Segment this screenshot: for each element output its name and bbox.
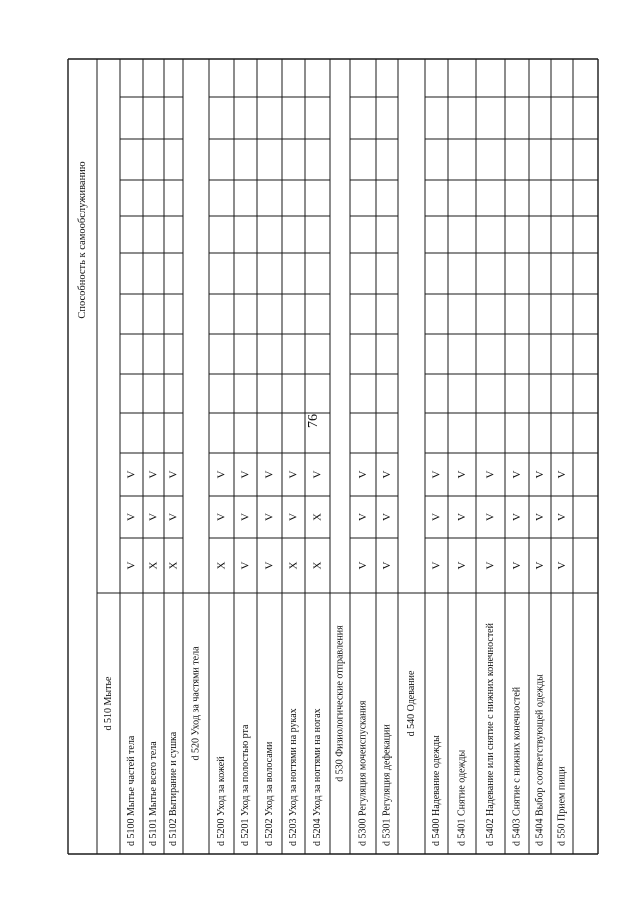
row-label: d 5201 Уход за полостью рта: [240, 724, 251, 846]
score-mark: V: [484, 561, 497, 570]
score-mark: V: [511, 561, 523, 570]
score-mark: V: [456, 513, 468, 521]
score-mark: V: [239, 513, 252, 521]
row-label: d 5100 Мытье частей тела: [126, 735, 137, 846]
score-mark: V: [534, 513, 546, 521]
score-mark: V: [239, 470, 252, 479]
score-mark: V: [125, 561, 138, 570]
score-mark: V: [430, 513, 443, 521]
score-mark: X: [167, 561, 180, 570]
row-label: d 5301 Регуляция дефекации: [381, 724, 393, 846]
score-mark: V: [167, 513, 180, 521]
score-mark: V: [263, 470, 276, 479]
score-mark: V: [357, 470, 369, 479]
score-mark: V: [357, 561, 369, 570]
row-label: d 5102 Вытирание и сушка: [168, 731, 179, 846]
section-label: d 510 Мытье: [103, 676, 114, 731]
section-label: d 530 Физиологические отправления: [334, 625, 346, 782]
row-label: d 5401 Снятие одежды: [456, 749, 468, 846]
score-mark: V: [311, 470, 324, 479]
page-number: 76: [306, 414, 321, 428]
row-label: d 5202 Уход за волосами: [264, 741, 275, 846]
score-mark: V: [147, 513, 160, 521]
score-mark: X: [215, 561, 228, 570]
score-mark: V: [287, 513, 300, 521]
score-mark: V: [456, 561, 468, 570]
score-mark: V: [511, 513, 523, 521]
score-mark: V: [430, 470, 443, 479]
score-mark: V: [287, 470, 300, 479]
section-label: d 520 Уход за частями тела: [190, 646, 202, 761]
score-mark: V: [381, 470, 393, 479]
score-mark: V: [215, 470, 228, 479]
score-mark: V: [511, 470, 523, 479]
score-mark: V: [556, 513, 568, 521]
score-mark: X: [311, 561, 324, 570]
row-label: d 5404 Выбор соответствующей одежды: [534, 674, 546, 846]
score-mark: V: [215, 513, 228, 521]
score-mark: V: [147, 470, 160, 479]
row-label: d 5403 Снятие с нижних конечностей: [511, 686, 523, 846]
score-mark: V: [556, 561, 568, 570]
score-mark: X: [147, 561, 160, 570]
row-label: d 550 Прием пищи: [556, 766, 568, 846]
row-label: d 5203 Уход за ногтями на руках: [288, 708, 299, 846]
score-mark: V: [125, 470, 138, 479]
score-mark: V: [263, 513, 276, 521]
table-header: Способность к самообслуживанию: [77, 161, 88, 319]
score-mark: V: [381, 513, 393, 521]
score-mark: V: [484, 513, 497, 521]
section-label: d 540 Одевание: [406, 670, 417, 737]
row-label: d 5300 Регуляция мочеиспускания: [357, 700, 369, 846]
row-label: d 5200 Уход за кожей: [216, 756, 227, 846]
score-mark: V: [239, 561, 252, 570]
score-mark: V: [263, 561, 276, 570]
score-mark: V: [125, 513, 138, 521]
score-mark: V: [357, 513, 369, 521]
score-mark: V: [484, 470, 497, 479]
row-label: d 5204 Уход за ногтями на ногах: [312, 708, 323, 846]
table-cells: [77, 161, 568, 846]
score-mark: V: [534, 561, 546, 570]
score-mark: X: [287, 561, 300, 570]
score-mark: V: [456, 470, 468, 479]
score-mark: V: [430, 561, 443, 570]
row-label: d 5400 Надевание одежды: [431, 735, 442, 846]
score-mark: V: [167, 470, 180, 479]
row-label: d 5101 Мытье всего тела: [148, 741, 159, 846]
score-mark: V: [534, 470, 546, 479]
row-label: d 5402 Надевание или снятие с нижних конечностей: [485, 623, 496, 846]
score-mark: V: [381, 561, 393, 570]
score-mark: X: [311, 513, 324, 521]
score-mark: V: [556, 470, 568, 479]
